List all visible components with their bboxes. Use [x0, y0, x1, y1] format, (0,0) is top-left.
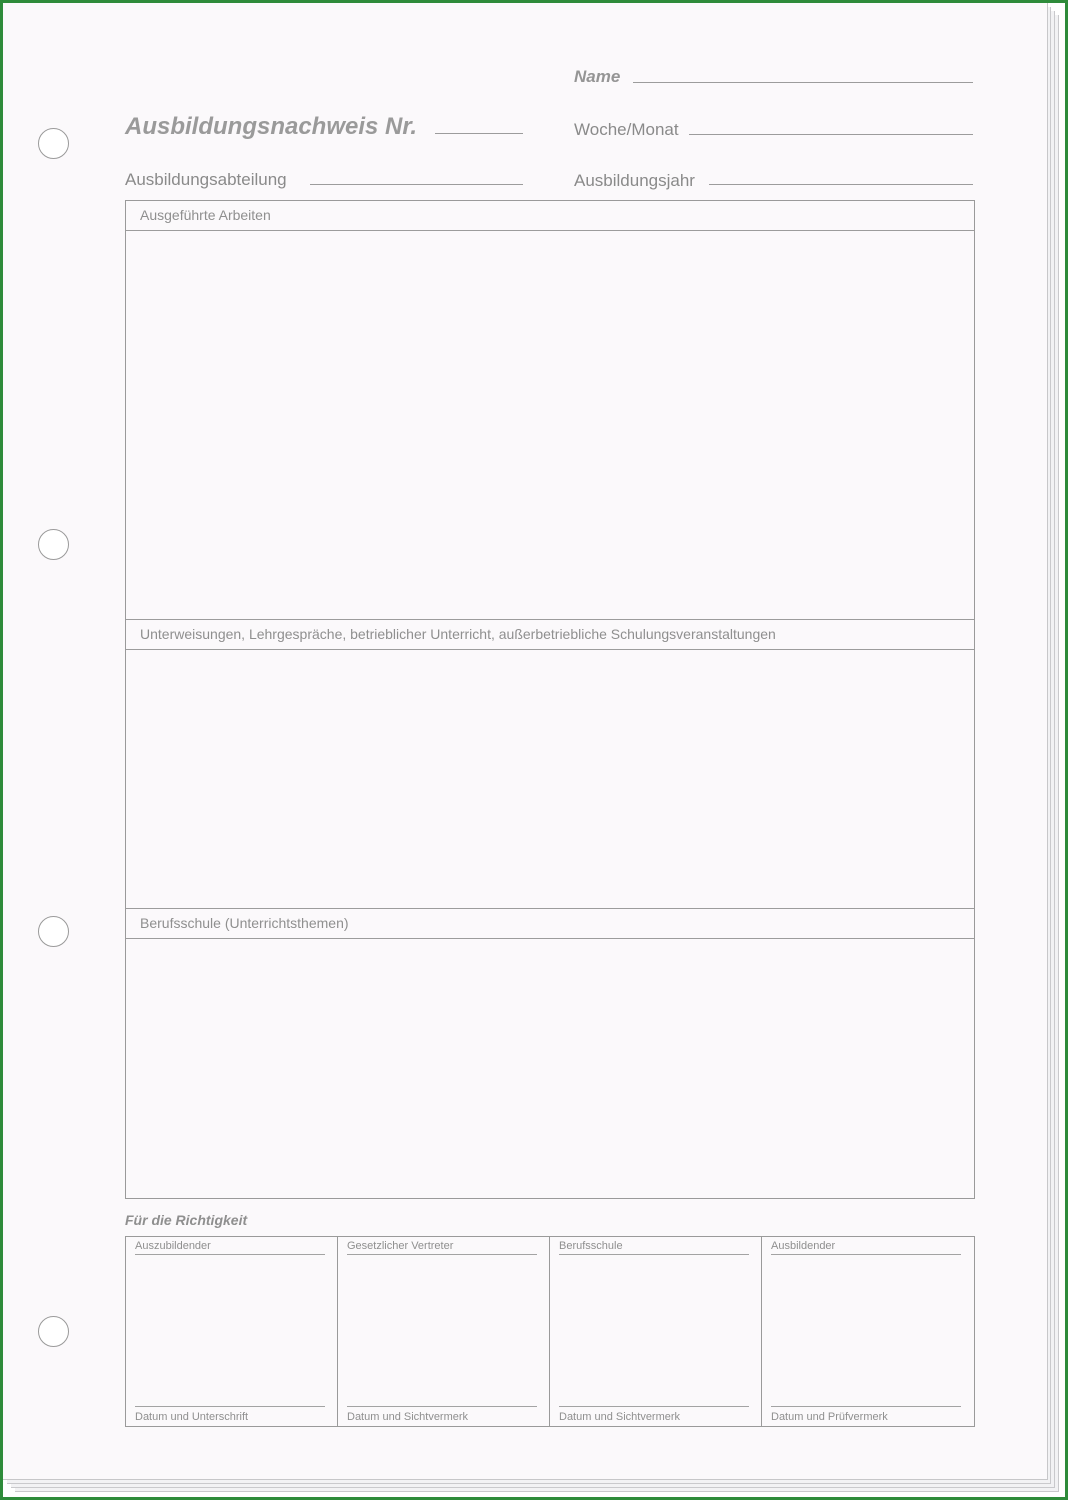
punch-hole-1 [38, 128, 69, 159]
signature-rule [135, 1254, 325, 1255]
signature-caption: Datum und Sichtvermerk [347, 1411, 469, 1423]
signature-cell-trainer[interactable] [762, 1237, 973, 1426]
activities-box [125, 200, 975, 1199]
signature-cell-school[interactable] [550, 1237, 762, 1426]
punch-hole-4 [38, 1316, 69, 1347]
signature-cell-guardian[interactable] [338, 1237, 550, 1426]
signature-caption: Datum und Unterschrift [135, 1411, 249, 1423]
signature-rule [559, 1254, 749, 1255]
form-title: Ausbildungsnachweis Nr. [125, 113, 418, 140]
signature-line [771, 1406, 961, 1407]
signature-line [135, 1406, 325, 1407]
section-label-school: Berufsschule (Unterrichtsthemen) [140, 915, 349, 931]
signature-caption: Datum und Prüfvermerk [771, 1411, 888, 1423]
signature-role-label: Berufsschule [559, 1240, 623, 1252]
week-month-field-line[interactable] [689, 134, 973, 135]
signature-role-label: Gesetzlicher Vertreter [347, 1240, 454, 1252]
signatures-title: Für die Richtigkeit [125, 1212, 248, 1228]
instruction-entry-area[interactable] [126, 650, 974, 908]
week-month-label: Woche/Monat [574, 120, 679, 139]
signature-line [559, 1406, 749, 1407]
signatures-box [125, 1236, 975, 1427]
punch-hole-3 [38, 916, 69, 947]
signature-caption: Datum und Sichtvermerk [559, 1411, 681, 1423]
department-field-line[interactable] [310, 184, 523, 185]
year-field-line[interactable] [709, 184, 973, 185]
section-divider [126, 619, 974, 620]
name-field-line[interactable] [633, 82, 973, 83]
signature-rule [347, 1254, 537, 1255]
signature-line [347, 1406, 537, 1407]
section-label-instruction: Unterweisungen, Lehrgespräche, betrieblicher Unterricht, außerbetriebliche Schulungsveranstaltungen [140, 626, 776, 642]
section-divider [126, 908, 974, 909]
signature-cell-trainee[interactable] [126, 1237, 338, 1426]
work-entry-area[interactable] [126, 231, 974, 619]
section-label-work: Ausgeführte Arbeiten [140, 207, 271, 223]
department-label: Ausbildungsabteilung [125, 170, 287, 189]
name-label: Name [574, 67, 621, 86]
signature-role-label: Auszubildender [135, 1240, 211, 1252]
number-field-line[interactable] [435, 133, 523, 134]
signature-role-label: Ausbildender [771, 1240, 836, 1252]
year-label: Ausbildungsjahr [574, 171, 695, 190]
school-entry-area[interactable] [126, 939, 974, 1197]
form-sheet [3, 3, 1048, 1480]
signature-rule [771, 1254, 961, 1255]
punch-hole-2 [38, 529, 69, 560]
